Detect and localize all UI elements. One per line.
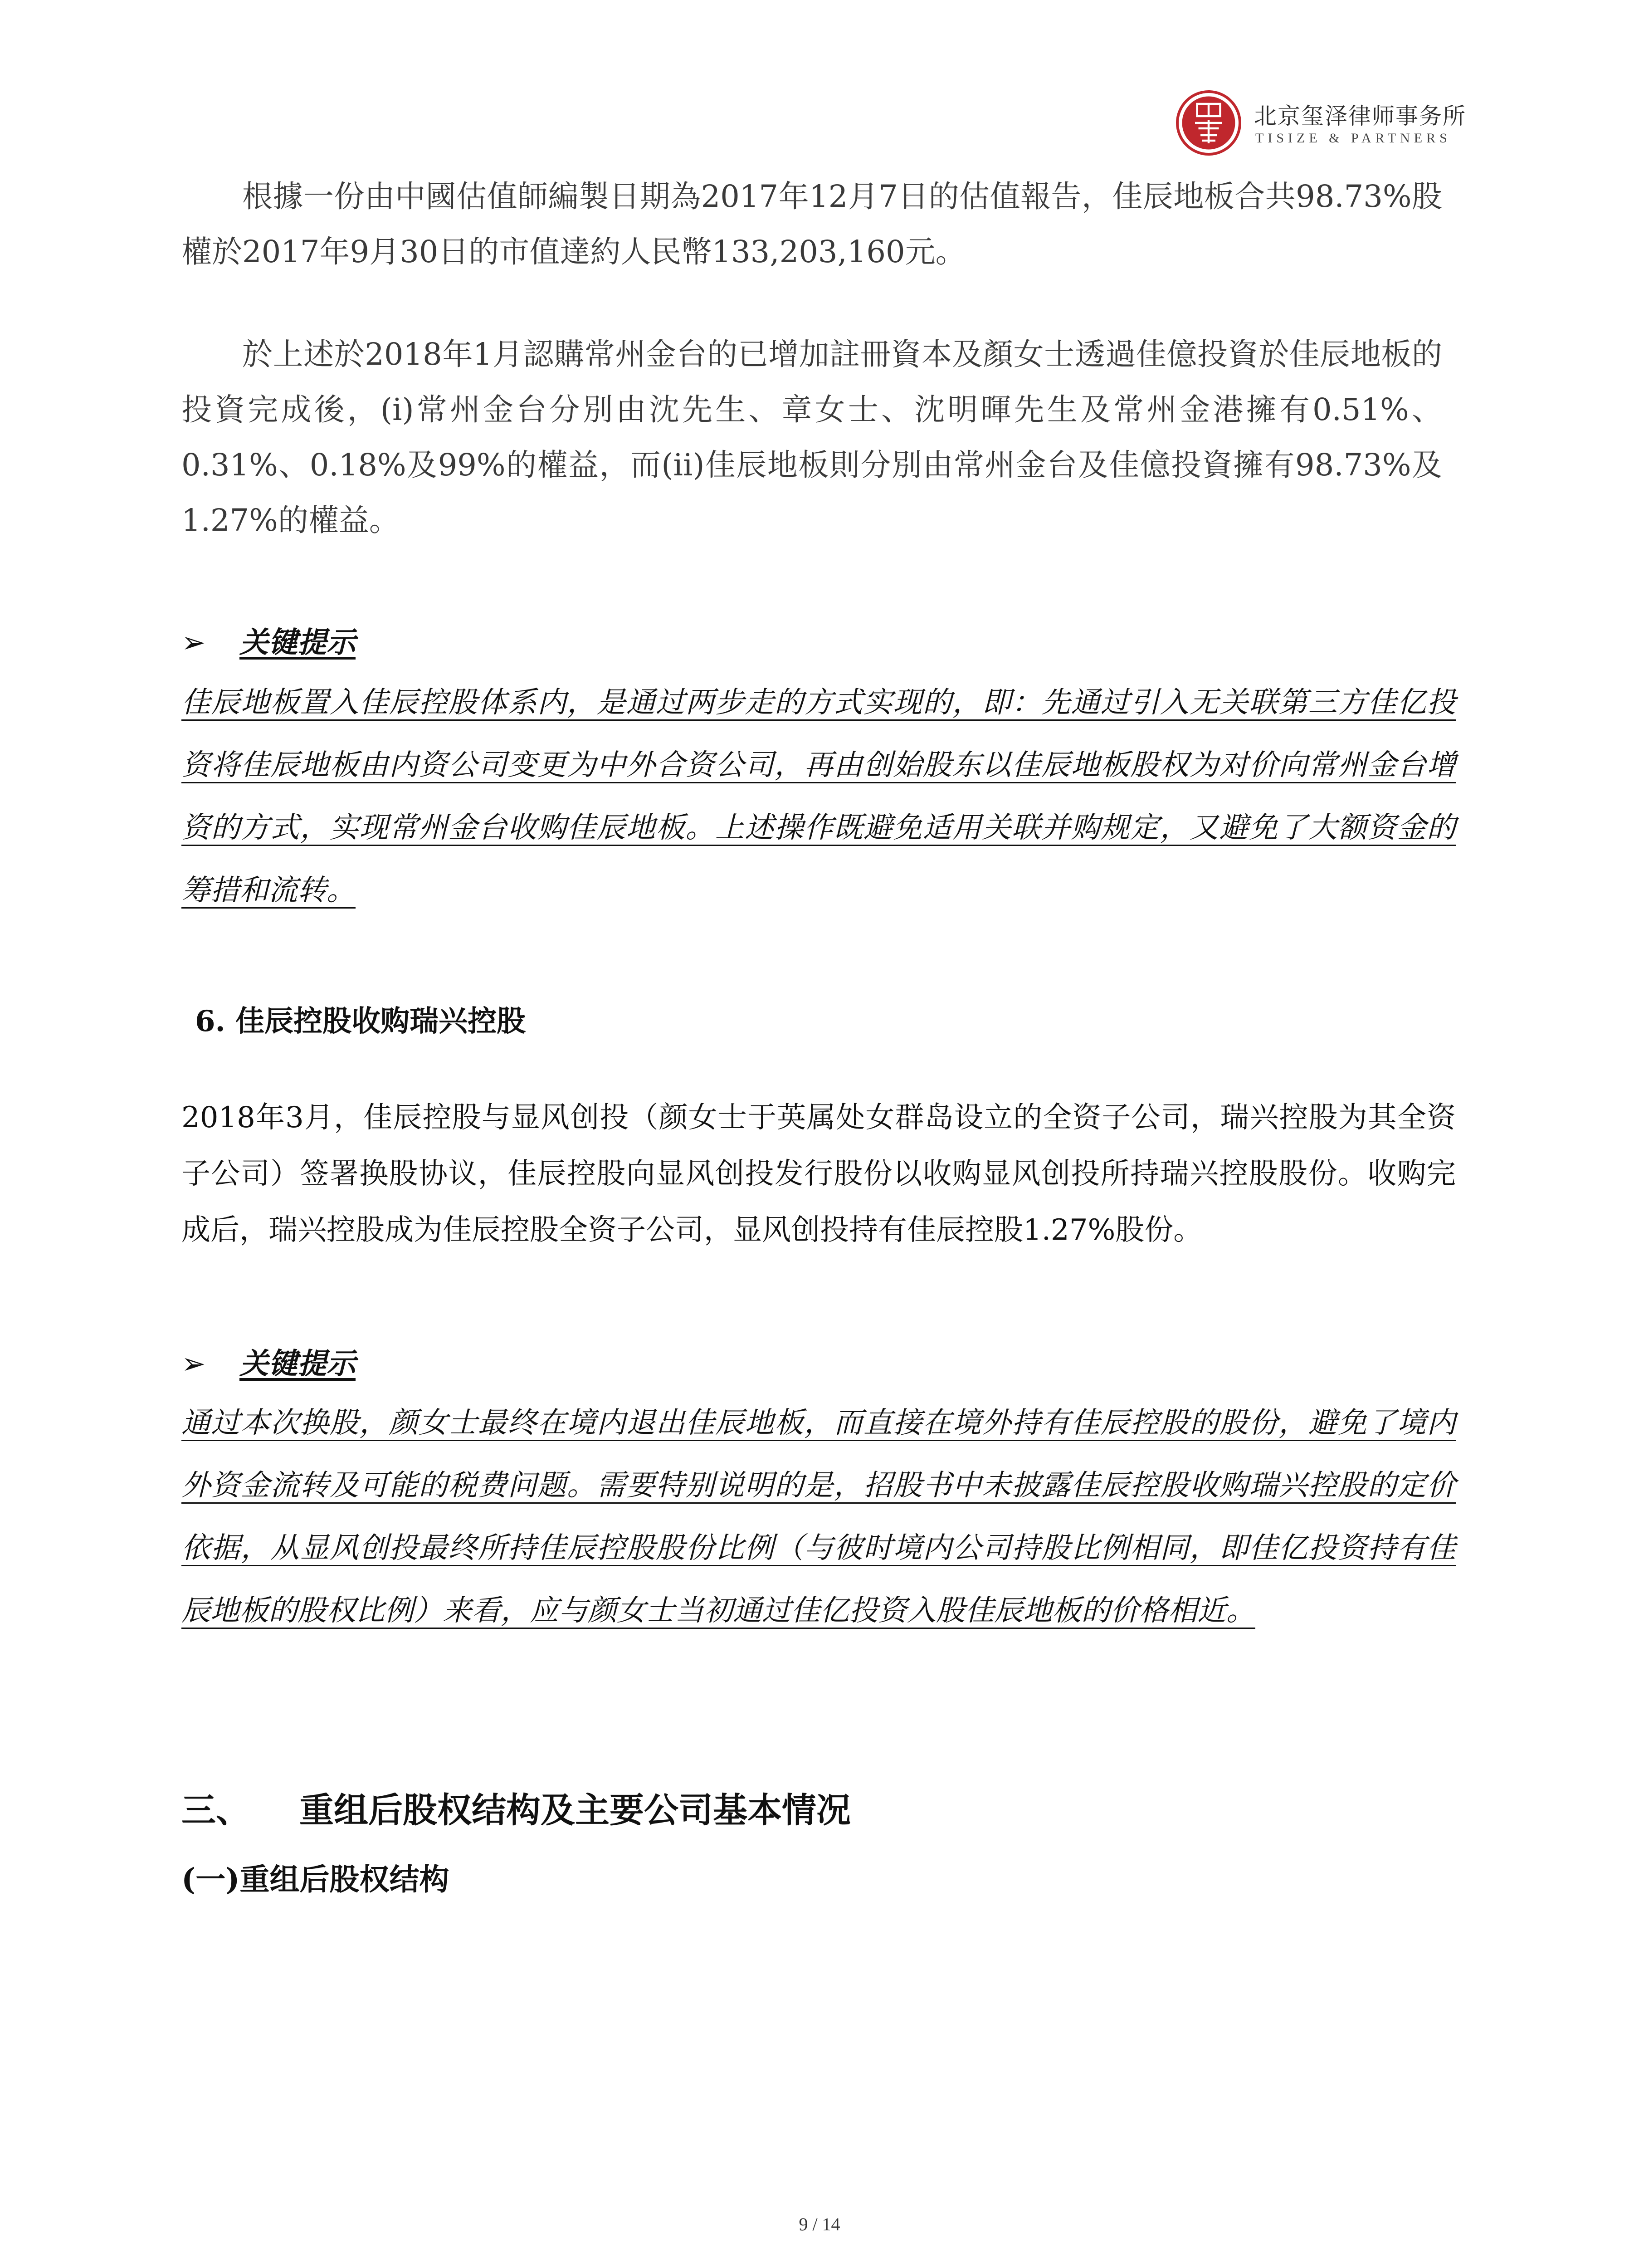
key-tip-text-2 (181, 1392, 1456, 1642)
key-tip-underlined-text: 通过本次换股，颜女士最终在境内退出佳辰地板，而直接在境外持有佳辰控股的股份，避免了境内外资金流转及可能的税费问题。需要特别说明的是，招股书中未披露佳辰控股收购瑞兴控股的定价依据，从显风创投最终所持佳辰控股股份比例（与彼时境内公司持股比例相同，即佳亿投资持有佳辰地板的股权比例）来看，应与颜女士当初通过佳亿投资入股佳辰地板的价格相近。 (181, 1406, 1456, 1628)
key-tip-heading-1 (181, 619, 356, 661)
firm-seal-logo (1175, 89, 1243, 157)
quoted-paragraph-shareholding: 於上述於2018年1月認購常州金台的已增加註冊資本及顏女士透過佳億投資於佳辰地板的投資完成後，(i)常州金台分別由沈先生、章女士、沈明暉先生及常州金港擁有0.51%、0.31%、0.18%及99%的權益，而(ii)佳辰地板則分別由常州金台及佳億投資擁有98.73%及1.27%的權益。 (181, 337, 1442, 538)
section-heading-6: 6. 佳辰控股收购瑞兴控股 (195, 1004, 526, 1038)
chapter-heading-3 (181, 1783, 851, 1832)
key-tip-label: 关键提示 (239, 1347, 356, 1381)
chapter-title-text: 重组后股权结构及主要公司基本情况 (299, 1790, 851, 1830)
firm-name-en: TISIZE & PARTNERS (1255, 131, 1451, 146)
key-tip-text-1 (181, 671, 1456, 922)
key-tip-heading-2 (181, 1340, 356, 1382)
arrow-bullet-icon: ➢ (181, 626, 206, 660)
key-tip-label: 关键提示 (239, 626, 356, 660)
firm-header (1175, 89, 1465, 157)
section-6-paragraph: 2018年3月，佳辰控股与显风创投（颜女士于英属处女群岛设立的全资子公司，瑞兴控股为其全资子公司）签署换股协议，佳辰控股向显风创投发行股份以收购显风创投所持瑞兴控股股份。收购完成后，瑞兴控股成为佳辰控股全资子公司，显风创投持有佳辰控股1.27%股份。 (181, 1101, 1456, 1247)
subsection-heading-1: (一)重组后股权结构 (181, 1862, 449, 1897)
quoted-paragraph-valuation: 根據一份由中國估值師編製日期為2017年12月7日的估值報告，佳辰地板合共98.73%股權於2017年9月30日的市值達約人民幣133,203,160元。 (181, 179, 1442, 269)
arrow-bullet-icon: ➢ (181, 1347, 206, 1381)
firm-name-cn: 北京玺泽律师事务所 (1254, 103, 1466, 129)
page-number: 9 / 14 (799, 2214, 840, 2234)
key-tip-underlined-text: 佳辰地板置入佳辰控股体系内，是通过两步走的方式实现的，即：先通过引入无关联第三方佳亿投资将佳辰地板由内资公司变更为中外合资公司，再由创始股东以佳辰地板股权为对价向常州金台增资的方式，实现常州金台收购佳辰地板。上述操作既避免适用关联并购规定，又避免了大额资金的筹措和流转。 (181, 686, 1456, 907)
chapter-number: 三、 (181, 1790, 250, 1830)
